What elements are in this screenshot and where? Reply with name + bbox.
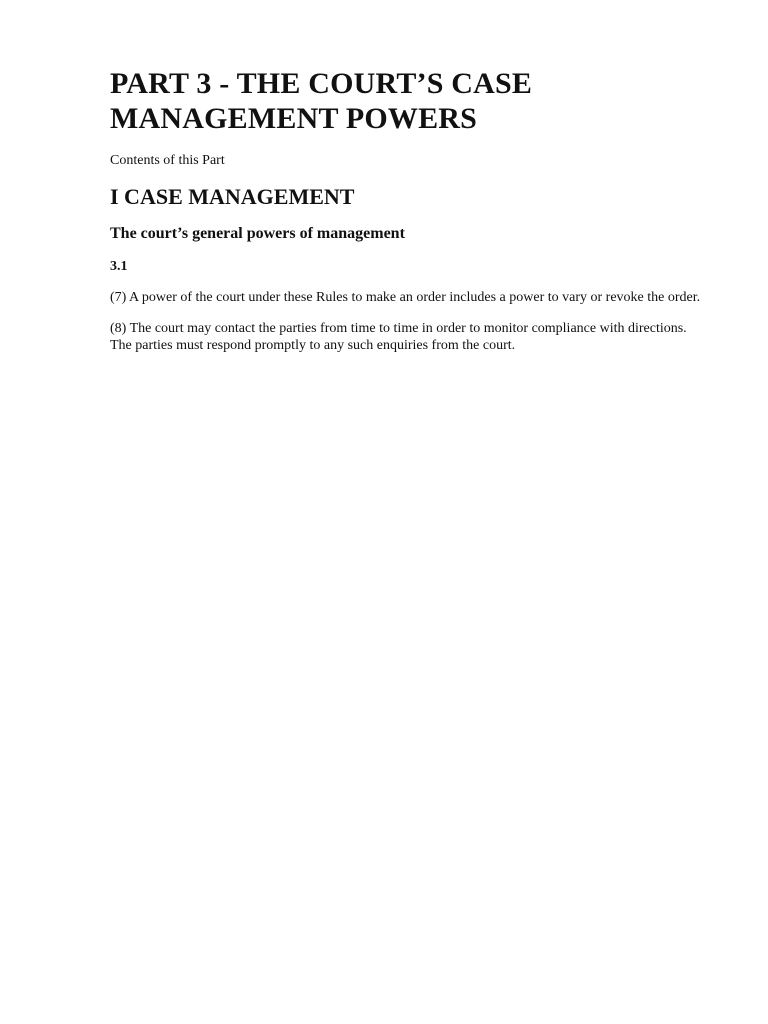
part-title-line-1: PART 3 - THE COURT’S CASE (110, 67, 533, 100)
part-title-line-2: MANAGEMENT POWERS (110, 102, 478, 135)
contents-link[interactable]: Contents of this Part (110, 153, 225, 168)
rule-paragraph-7: (7) A power of the court under these Rules to make an order includes a power to vary or revoke the order. (110, 290, 701, 305)
part-title (110, 66, 710, 136)
document-page (110, 66, 710, 354)
section-heading: I CASE MANAGEMENT (110, 184, 355, 209)
rule-paragraph-8: (8) The court may contact the parties from time to time in order to monitor compliance with directions. The parties must respond promptly to any such enquiries from the court. (110, 321, 687, 353)
rule-subheading: The court’s general powers of management (110, 225, 405, 242)
rule-number: 3.1 (110, 259, 128, 274)
